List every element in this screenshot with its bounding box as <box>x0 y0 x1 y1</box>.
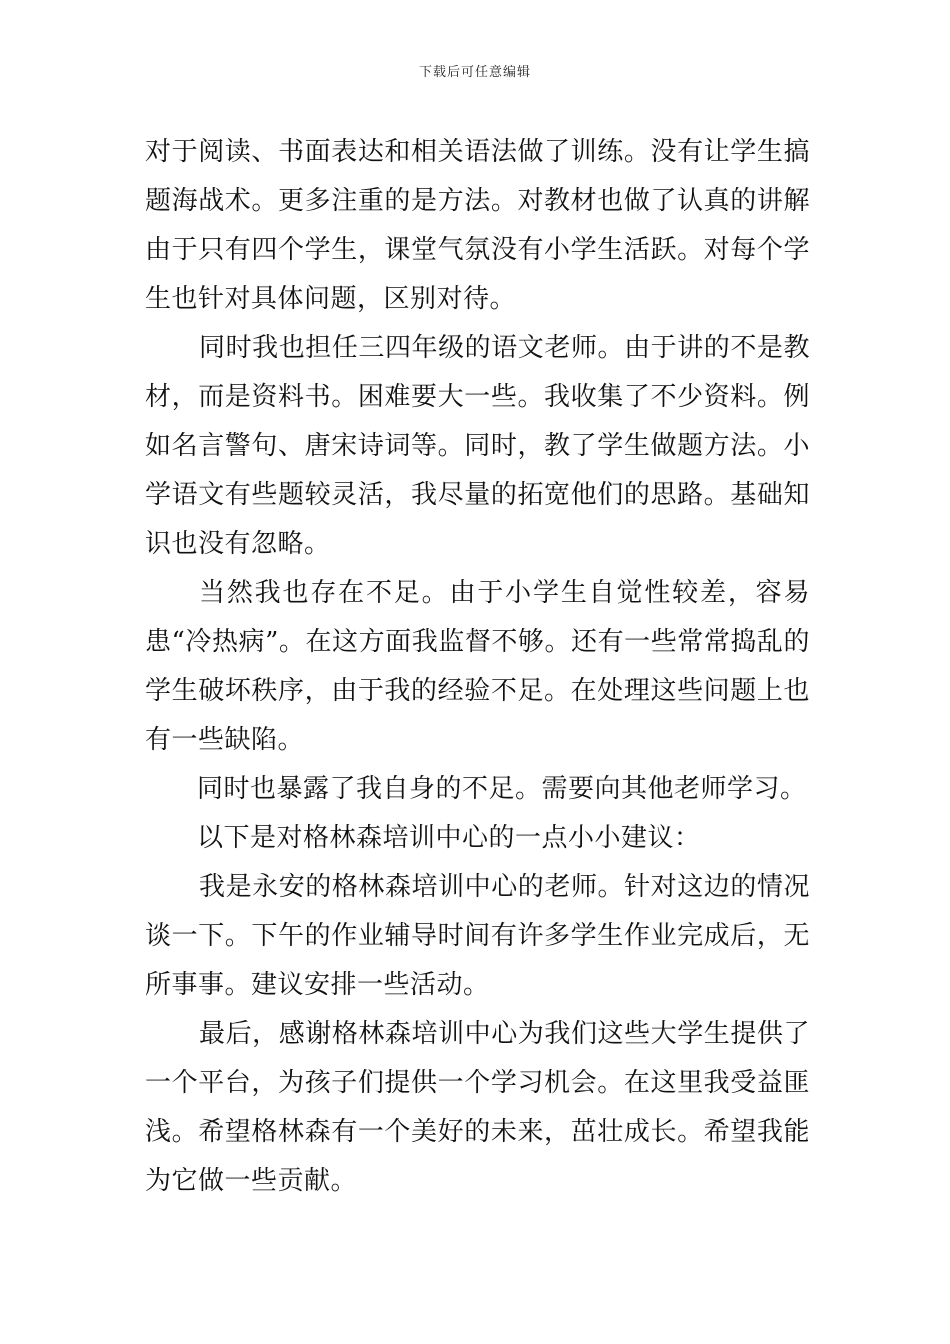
paragraph-6: 我是永安的格林森培训中心的老师。针对这边的情况谈一下。下午的作业辅导时间有许多学生作业完成后，无所事事。建议安排一些活动。 <box>145 872 810 1000</box>
paragraph-1: 对于阅读、书面表达和相关语法做了训练。没有让学生搞题海战术。更多注重的是方法。对教材也做了认真的讲解由于只有四个学生，课堂气氛没有小学生活跃。对每个学生也针对具体问题，区别对待。 <box>145 137 810 314</box>
paragraph-4: 同时也暴露了我自身的不足。需要向其他老师学习。 <box>197 774 807 804</box>
paragraph-5: 以下是对格林森培训中心的一点小小建议： <box>197 823 701 853</box>
paragraph-2: 同时我也担任三四年级的语文老师。由于讲的不是教材，而是资料书。困难要大一些。我收集了不少资料。例如名言警句、唐宋诗词等。同时，教了学生做题方法。小学语文有些题较灵活，我尽量的拓宽他们的思路。基础知识也没有忽略。 <box>145 333 810 559</box>
page-header-note: 下载后可任意编辑 <box>418 65 531 80</box>
document-body <box>145 128 810 1206</box>
paragraph-3: 当然我也存在不足。由于小学生自觉性较差，容易患“冷热病”。在这方面我监督不够。还有一些常常捣乱的学生破坏秩序，由于我的经验不足。在处理这些问题上也有一些缺陷。 <box>145 578 810 755</box>
paragraph-7: 最后，感谢格林森培训中心为我们这些大学生提供了一个平台，为孩子们提供一个学习机会。在这里我受益匪浅。希望格林森有一个美好的未来，茁壮成长。希望我能为它做一些贡献。 <box>145 1019 810 1196</box>
